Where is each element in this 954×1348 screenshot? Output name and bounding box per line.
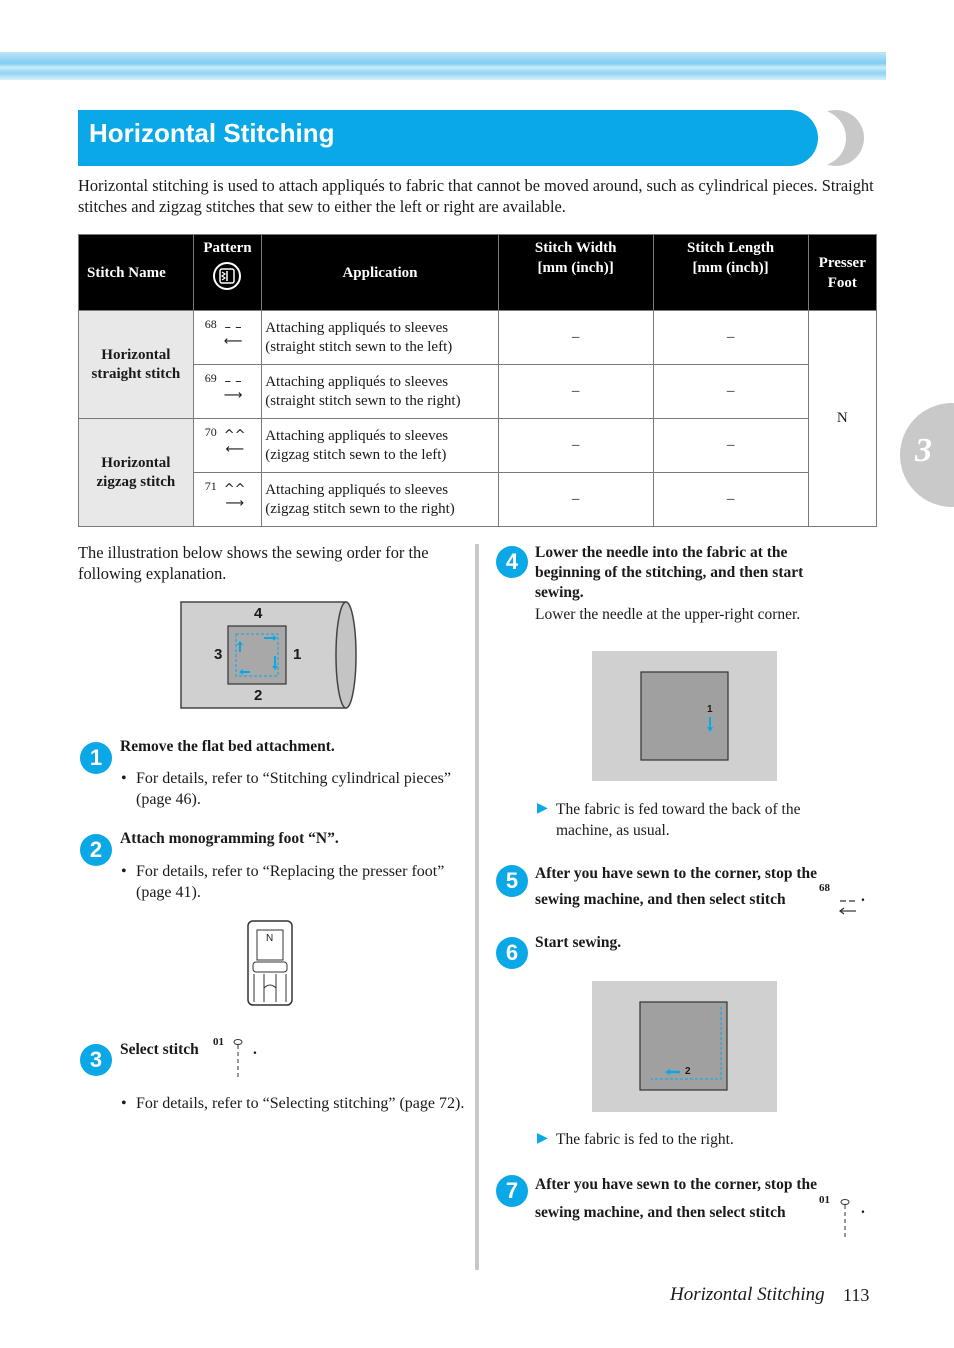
table-row bbox=[79, 473, 877, 527]
pattern-cell bbox=[193, 311, 261, 365]
intro-paragraph: Horizontal stitching is used to attach appliqués to fabric that cannot be moved around, such as cylindrical pieces. Straight stitches and zigzag stitches that sew to either the left or right are available. bbox=[78, 176, 874, 216]
stitch-number: 01 bbox=[819, 1194, 830, 1206]
stitch-number: 01 bbox=[213, 1036, 224, 1048]
header-stitch-width-line2: [mm (inch)] bbox=[537, 260, 614, 276]
stitch-number: 68 bbox=[819, 882, 830, 894]
straight-stitch-icon bbox=[839, 1198, 851, 1240]
step-1-bullet: For details, refer to “Stitching cylindrical pieces” (page 46). bbox=[136, 770, 451, 808]
step-3-bullet: For details, refer to “Selecting stitching” (page 72). bbox=[136, 1095, 465, 1112]
pattern-number: 70 bbox=[204, 425, 217, 439]
stitch-pattern-icon bbox=[224, 321, 243, 349]
application-line2: (zigzag stitch sewn to the left) bbox=[265, 446, 447, 463]
step-2-title: Attach monogramming foot “N”. bbox=[120, 830, 339, 847]
application-cell bbox=[262, 365, 499, 419]
pattern-cell bbox=[193, 365, 261, 419]
header-presser-foot-line2: Foot bbox=[827, 274, 857, 291]
table-row bbox=[79, 365, 877, 419]
step-number-7: 7 bbox=[496, 1175, 528, 1207]
application-line2: (zigzag stitch sewn to the right) bbox=[265, 500, 455, 517]
header-stitch-width-line1: Stitch Width bbox=[534, 240, 617, 256]
length-cell: – bbox=[653, 419, 808, 473]
result-arrow-icon: ▶ bbox=[537, 1131, 548, 1146]
group-name-straight bbox=[79, 311, 194, 419]
header-pattern bbox=[193, 235, 261, 311]
step-number-2: 2 bbox=[80, 834, 112, 866]
step-number-3: 3 bbox=[80, 1044, 112, 1076]
bullet-dot: • bbox=[121, 1095, 127, 1112]
table-header-row bbox=[79, 235, 877, 311]
footer-section-title: Horizontal Stitching bbox=[670, 1284, 825, 1305]
order-label-4: 4 bbox=[254, 605, 263, 622]
length-cell: – bbox=[653, 473, 808, 527]
step-number-5: 5 bbox=[496, 865, 528, 897]
order-label-2: 2 bbox=[254, 687, 263, 704]
step-number-6: 6 bbox=[496, 937, 528, 969]
foot-letter: N bbox=[266, 933, 274, 944]
fabric-illustration-step6 bbox=[592, 981, 777, 1112]
width-cell: – bbox=[498, 473, 653, 527]
presser-foot-n-illustration bbox=[245, 918, 295, 1008]
width-cell: – bbox=[498, 419, 653, 473]
header-presser-foot-line1: Presser bbox=[818, 254, 866, 271]
order-label-3: 3 bbox=[214, 646, 223, 663]
header-pattern-label: Pattern bbox=[203, 240, 252, 256]
straight-stitch-icon bbox=[232, 1038, 244, 1080]
pattern-cell bbox=[193, 473, 261, 527]
sewing-order-illustration bbox=[180, 600, 360, 712]
pattern-number: 69 bbox=[204, 371, 217, 385]
result-arrow-icon: ▶ bbox=[537, 801, 548, 816]
width-cell: – bbox=[498, 365, 653, 419]
arrow-left-icon: ⟵ bbox=[225, 442, 244, 457]
header-stitch-length-line1: Stitch Length bbox=[687, 240, 775, 256]
step-number-4: 4 bbox=[496, 546, 528, 578]
header-stitch-width bbox=[498, 235, 653, 311]
application-cell bbox=[262, 419, 499, 473]
step-4-result: The fabric is fed toward the back of the machine, as usual. bbox=[556, 801, 801, 839]
arrow-left-icon: ⟵ bbox=[223, 334, 243, 349]
group-name-line1: Horizontal bbox=[101, 454, 171, 471]
arrow-right-icon: ⟶ bbox=[225, 496, 244, 511]
length-cell: – bbox=[653, 311, 808, 365]
step-7-period: . bbox=[861, 1200, 865, 1217]
application-line2: (straight stitch sewn to the right) bbox=[265, 392, 461, 409]
pattern-cell bbox=[193, 419, 261, 473]
header-stripe bbox=[0, 52, 886, 80]
page-title: Horizontal Stitching bbox=[89, 118, 335, 148]
pattern-glyph: – – bbox=[224, 320, 242, 335]
application-line1: Attaching appliqués to sleeves bbox=[265, 427, 449, 444]
header-stitch-length bbox=[653, 235, 808, 311]
step-6-illus-label: 2 bbox=[685, 1066, 691, 1077]
bullet-dot: • bbox=[121, 770, 127, 787]
application-cell bbox=[262, 311, 499, 365]
step-4-body: Lower the needle at the upper-right corner. bbox=[535, 606, 801, 623]
group-name-line2: zigzag stitch bbox=[96, 473, 176, 490]
stitch-pattern-icon bbox=[224, 375, 243, 403]
step-3-title: Select stitch bbox=[120, 1041, 199, 1058]
header-stitch-name: Stitch Name bbox=[79, 235, 194, 311]
pattern-glyph: ^^ bbox=[223, 428, 246, 443]
chapter-number: 3 bbox=[915, 432, 932, 469]
presser-foot-cell: N bbox=[808, 311, 876, 527]
stitch-pattern-icon bbox=[224, 429, 246, 457]
step-5-period: . bbox=[861, 888, 865, 905]
column-divider bbox=[475, 544, 479, 1270]
page-number: 113 bbox=[843, 1285, 870, 1305]
pattern-number: 68 bbox=[204, 317, 217, 331]
group-name-line2: straight stitch bbox=[91, 365, 181, 382]
header-application: Application bbox=[262, 235, 499, 311]
application-cell bbox=[262, 473, 499, 527]
step-4-title: Lower the needle into the fabric at the beginning of the stitching, and then start sewing. bbox=[535, 544, 804, 601]
step-number-1: 1 bbox=[80, 742, 112, 774]
stitch-pattern-icon bbox=[224, 483, 246, 511]
group-name-zigzag bbox=[79, 419, 194, 527]
application-line1: Attaching appliqués to sleeves bbox=[265, 319, 449, 336]
header-presser-foot bbox=[808, 235, 876, 311]
step-7-title: After you have sewn to the corner, stop the sewing machine, and then select stitch bbox=[535, 1176, 817, 1221]
width-cell: – bbox=[498, 311, 653, 365]
application-line2: (straight stitch sewn to the left) bbox=[265, 338, 453, 355]
step-1-title: Remove the flat bed attachment. bbox=[120, 738, 335, 755]
step-2-bullet: For details, refer to “Replacing the presser foot” (page 41). bbox=[136, 863, 445, 901]
table-row bbox=[79, 419, 877, 473]
fabric-illustration-step4 bbox=[592, 651, 777, 781]
application-line1: Attaching appliqués to sleeves bbox=[265, 481, 449, 498]
pattern-number: 71 bbox=[204, 479, 217, 493]
left-straight-stitch-icon bbox=[838, 895, 860, 917]
order-label-1: 1 bbox=[293, 646, 302, 663]
length-cell: – bbox=[653, 365, 808, 419]
step-4-illus-label: 1 bbox=[707, 704, 713, 715]
application-line1: Attaching appliqués to sleeves bbox=[265, 373, 449, 390]
bullet-dot: • bbox=[121, 863, 127, 880]
stitch-table bbox=[78, 234, 877, 527]
step-3-period: . bbox=[253, 1041, 257, 1058]
pattern-key-icon bbox=[212, 261, 242, 291]
table-row bbox=[79, 311, 877, 365]
step-6-result: The fabric is fed to the right. bbox=[556, 1131, 734, 1148]
illustration-intro: The illustration below shows the sewing order for the following explanation. bbox=[78, 543, 429, 583]
header-stitch-length-line2: [mm (inch)] bbox=[692, 260, 769, 276]
step-6-title: Start sewing. bbox=[535, 934, 622, 951]
group-name-line1: Horizontal bbox=[101, 346, 171, 363]
arrow-right-icon: ⟶ bbox=[223, 388, 243, 403]
step-5-title: After you have sewn to the corner, stop the sewing machine, and then select stitch bbox=[535, 865, 817, 908]
pattern-glyph: ^^ bbox=[223, 482, 246, 497]
pattern-glyph: – – bbox=[224, 374, 242, 389]
